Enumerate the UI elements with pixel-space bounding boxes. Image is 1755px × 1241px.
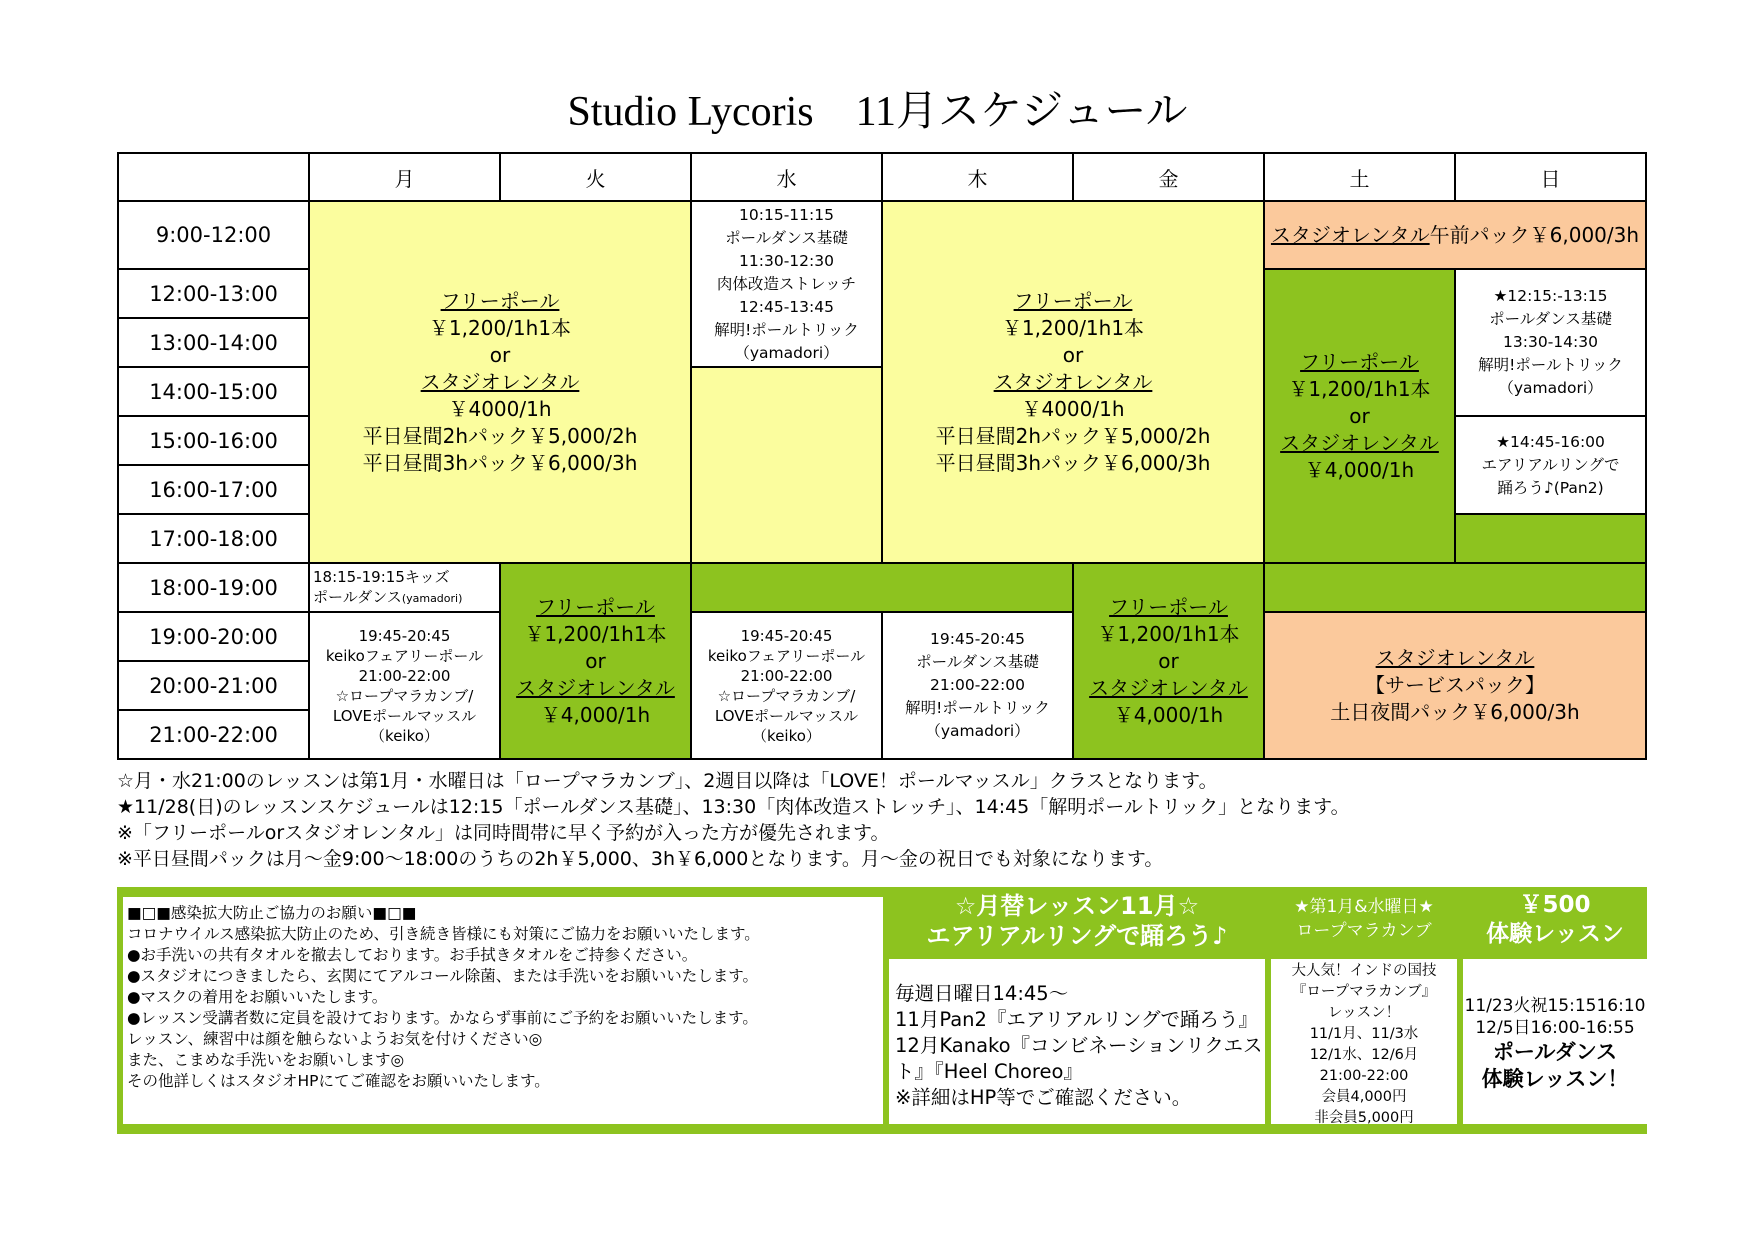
lesson-time: 13:30-14:30 xyxy=(1503,333,1598,351)
body-line: レッスン！ xyxy=(1327,1005,1401,1021)
trial-lesson-body xyxy=(1463,959,1647,1124)
covid-notice xyxy=(123,897,883,1124)
or-text: or xyxy=(1158,648,1179,673)
note-line: ☆月・水21:00のレッスンは第1月・水曜日は「ロープマラカンブ」、2週目以降は「LOVE！ポールマッスル」クラスとなります。 xyxy=(117,770,1218,792)
notice-line: ●レッスン受講者数に定員を設けております。かならず事前にご予約をお願いいたします。 xyxy=(127,1009,758,1027)
notice-heading: ■□■感染拡大防止ご協力のお願い■□■ xyxy=(127,904,417,922)
notice-line: ●お手洗いの共有タオルを撤去しております。お手拭きタオルをご持参ください。 xyxy=(127,946,698,964)
lesson-name: 踊ろう♪(Pan2) xyxy=(1497,478,1604,497)
instructor-name: （yamadori） xyxy=(734,343,839,362)
notice-line: また、こまめな手洗いをお願いします◎ xyxy=(127,1051,405,1069)
lesson-name: 解明!ポールトリック xyxy=(714,320,859,339)
time-label: 17:00-18:00 xyxy=(118,514,309,563)
lesson-name: ポールダンス xyxy=(313,587,402,606)
studio-rental-link[interactable]: スタジオレンタル xyxy=(516,675,675,700)
sun-1445-lesson-cell xyxy=(1455,416,1646,514)
time-label: 9:00-12:00 xyxy=(118,201,309,269)
header-line: エアリアルリングで踊ろう♪ xyxy=(926,922,1228,950)
day-header-thu: 木 xyxy=(882,153,1073,201)
sat-free-pole-cell xyxy=(1264,269,1455,563)
lesson-time: 21:00-22:00 xyxy=(930,676,1025,694)
schedule-table xyxy=(117,152,1647,760)
body-line: 11/23火祝15:1516:10 xyxy=(1464,996,1646,1016)
day-header-sun: 日 xyxy=(1455,153,1646,201)
body-line: ※詳細はHP等でご確認ください。 xyxy=(895,1086,1192,1109)
body-line: 体験レッスン！ xyxy=(1481,1067,1629,1091)
price-text: ￥1,200/1h1本 xyxy=(428,315,572,340)
lesson-name: ポールダンス基礎 xyxy=(916,653,1039,671)
lesson-name: エアリアルリングで xyxy=(1481,455,1620,474)
monthly-lesson-body xyxy=(889,959,1265,1124)
weekend-evening-blank-cell xyxy=(1264,563,1646,612)
header-line: ☆月替レッスン11月☆ xyxy=(954,892,1200,920)
instructor-name: （keiko） xyxy=(370,726,439,745)
wed-evening-lessons-cell xyxy=(691,612,882,759)
pack-text: 土日夜間パック￥6,000/3h xyxy=(1330,700,1580,724)
notice-line: その他詳しくはスタジオHPにてご確認をお願いいたします。 xyxy=(127,1072,550,1090)
studio-rental-link[interactable]: スタジオレンタル xyxy=(1280,430,1439,455)
lesson-name: 解明!ポールトリック xyxy=(1478,356,1623,374)
instructor-name: （yamadori） xyxy=(1498,379,1603,397)
thu-evening-lessons-cell xyxy=(882,612,1073,759)
lesson-name: ポールダンス基礎 xyxy=(1489,310,1612,328)
header-line: ￥500 xyxy=(1519,892,1591,918)
free-pole-link[interactable]: フリーポール xyxy=(536,594,655,619)
day-header-mon: 月 xyxy=(309,153,500,201)
header-line: ★第1月&水曜日★ xyxy=(1294,897,1434,917)
mon-tue-free-pole-cell xyxy=(309,201,691,563)
free-pole-link[interactable]: フリーポール xyxy=(1109,594,1228,619)
pack-text: 午前パック￥6,000/3h xyxy=(1429,222,1640,247)
price-text: ￥4,000/1h xyxy=(1113,702,1224,727)
wed-afternoon-free-cell xyxy=(691,367,882,563)
lesson-time: 19:45-20:45 xyxy=(740,626,833,645)
rope-mallakhamb-header xyxy=(1271,895,1457,951)
instructor-name: （keiko） xyxy=(752,726,821,745)
note-line: ※平日昼間パックは月～金9:00～18:00のうちの2h￥5,000、3h￥6,000となります。月～金の祝日でも対象になります。 xyxy=(117,848,1164,870)
studio-rental-link[interactable]: スタジオレンタル xyxy=(420,369,580,394)
page-title: Studio Lycoris 11月スケジュール xyxy=(567,89,1188,135)
lesson-time: 10:15-11:15 xyxy=(739,205,834,224)
body-line: 大人気！インドの国技 xyxy=(1291,963,1437,979)
notice-line: ●マスクの着用をお願いいたします。 xyxy=(127,988,388,1006)
time-label: 18:00-19:00 xyxy=(118,563,309,612)
body-line: ポールダンス xyxy=(1492,1040,1618,1064)
trial-lesson-header xyxy=(1463,891,1647,953)
thu-fri-free-pole-cell xyxy=(882,201,1264,563)
notice-line: レッスン、練習中は顔を触らないようお気を付けください◎ xyxy=(127,1030,543,1048)
lesson-name: ポールダンス基礎 xyxy=(725,228,848,247)
price-text: ￥1,200/1h1本 xyxy=(1001,315,1145,340)
rope-mallakhamb-body xyxy=(1271,959,1457,1124)
time-label: 14:00-15:00 xyxy=(118,367,309,416)
weekend-morning-rental-cell xyxy=(1264,201,1646,269)
body-line: 12/1水、12/6月 xyxy=(1309,1047,1419,1063)
body-line: 会員4,000円 xyxy=(1321,1089,1407,1105)
or-text: or xyxy=(1349,403,1370,428)
lesson-time: 19:45-20:45 xyxy=(930,630,1025,648)
lesson-name: ☆ロープマラカンブ/ xyxy=(717,686,856,705)
tue-evening-free-pole-cell xyxy=(500,563,691,759)
instructor-name: （yamadori） xyxy=(925,722,1030,740)
free-pole-link[interactable]: フリーポール xyxy=(1300,349,1419,374)
price-text: ￥4000/1h xyxy=(1021,396,1125,421)
body-line: ト』『Heel Choreo』 xyxy=(895,1060,1083,1083)
lesson-name: LOVEポールマッスル xyxy=(332,706,477,725)
body-line: 非会員5,000円 xyxy=(1314,1110,1414,1126)
time-label: 20:00-21:00 xyxy=(118,661,309,710)
studio-rental-link[interactable]: スタジオレンタル xyxy=(1270,222,1430,247)
day-header-fri: 金 xyxy=(1073,153,1264,201)
lesson-name: ☆ロープマラカンブ/ xyxy=(335,686,474,705)
time-label: 19:00-20:00 xyxy=(118,612,309,661)
wed-thu-evening-blank-cell xyxy=(691,563,1073,612)
lesson-time: 12:45-13:45 xyxy=(739,297,834,316)
lesson-time: 21:00-22:00 xyxy=(358,666,451,685)
day-header-sat: 土 xyxy=(1264,153,1455,201)
sun-1215-lessons-cell xyxy=(1455,269,1646,416)
body-line: 11/1月、11/3水 xyxy=(1309,1026,1419,1042)
instructor-name: (yamadori) xyxy=(401,591,463,605)
price-text: ￥1,200/1h1本 xyxy=(524,621,667,646)
day-header-wed: 水 xyxy=(691,153,882,201)
time-label: 16:00-17:00 xyxy=(118,465,309,514)
lesson-name: 肉体改造ストレッチ xyxy=(716,274,857,293)
fri-evening-free-pole-cell xyxy=(1073,563,1264,759)
header-line: 体験レッスン xyxy=(1486,921,1624,947)
note-line: ★11/28(日)のレッスンスケジュールは12:15「ポールダンス基礎」、13:30「肉体改造ストレッチ」、14:45「解明ポールトリック」となります。 xyxy=(117,796,1350,818)
lesson-name: LOVEポールマッスル xyxy=(714,706,859,725)
lesson-time: ★14:45-16:00 xyxy=(1496,432,1605,451)
or-text: or xyxy=(1062,342,1084,367)
day-header-tue: 火 xyxy=(500,153,691,201)
pack-text: 平日昼間3hパック￥6,000/3h xyxy=(935,450,1211,475)
info-panel xyxy=(117,887,1647,1134)
mon-evening-lessons-cell xyxy=(309,612,500,759)
service-pack-label: 【サービスパック】 xyxy=(1365,673,1545,697)
pack-text: 平日昼間3hパック￥6,000/3h xyxy=(362,450,638,475)
free-pole-link[interactable]: フリーポール xyxy=(440,288,560,313)
time-label: 13:00-14:00 xyxy=(118,318,309,367)
price-text: ￥4,000/1h xyxy=(540,702,651,727)
note-line: ※「フリーポールorスタジオレンタル」は同時間帯に早く予約が入った方が優先されます。 xyxy=(117,822,890,844)
lesson-name: keikoフェアリーポール xyxy=(325,646,484,665)
notice-line: コロナウイルス感染拡大防止のため、引き続き皆様にも対策にご協力をお願いいたします。 xyxy=(127,925,760,943)
lesson-time: 11:30-12:30 xyxy=(739,251,834,270)
body-line: 12/5日16:00-16:55 xyxy=(1475,1018,1635,1038)
lesson-time: ★12:15:-13:15 xyxy=(1493,287,1608,305)
monthly-lesson-header xyxy=(889,891,1265,953)
lesson-time: 18:15-19:15キッズ xyxy=(313,567,450,586)
or-text: or xyxy=(585,648,606,673)
studio-rental-link[interactable]: スタジオレンタル xyxy=(1375,646,1535,670)
time-label: 15:00-16:00 xyxy=(118,416,309,465)
lesson-name: 解明!ポールトリック xyxy=(905,699,1050,717)
body-line: 21:00-22:00 xyxy=(1319,1068,1409,1084)
pack-text: 平日昼間2hパック￥5,000/2h xyxy=(935,423,1211,448)
body-line: 毎週日曜日14:45～ xyxy=(895,982,1069,1005)
sun-evening-blank-cell xyxy=(1455,514,1646,563)
body-line: 11月Pan2『エアリアルリングで踊ろう』 xyxy=(895,1008,1258,1031)
lesson-name: keikoフェアリーポール xyxy=(707,646,866,665)
free-pole-link[interactable]: フリーポール xyxy=(1013,288,1133,313)
price-text: ￥1,200/1h1本 xyxy=(1288,376,1431,401)
header-line: ロープマラカンブ xyxy=(1296,921,1432,941)
lesson-time: 21:00-22:00 xyxy=(740,666,833,685)
price-text: ￥4000/1h xyxy=(448,396,552,421)
price-text: ￥4,000/1h xyxy=(1304,457,1415,482)
lesson-time: 19:45-20:45 xyxy=(358,626,451,645)
header-corner xyxy=(118,153,309,201)
wed-morning-lessons-cell xyxy=(691,201,882,367)
time-label: 21:00-22:00 xyxy=(118,710,309,759)
studio-rental-link[interactable]: スタジオレンタル xyxy=(993,369,1153,394)
time-label: 12:00-13:00 xyxy=(118,269,309,318)
pack-text: 平日昼間2hパック￥5,000/2h xyxy=(362,423,638,448)
price-text: ￥1,200/1h1本 xyxy=(1097,621,1240,646)
body-line: 『ロープマラカンブ』 xyxy=(1291,984,1437,1000)
body-line: 12月Kanako『コンビネーションリクエス xyxy=(895,1034,1263,1057)
studio-rental-link[interactable]: スタジオレンタル xyxy=(1089,675,1248,700)
mon-kids-lesson-cell xyxy=(309,563,500,612)
schedule-notes xyxy=(117,768,1657,872)
notice-line: ●スタジオにつきましたら、玄関にてアルコール除菌、または手洗いをお願いいたします。 xyxy=(127,967,759,985)
or-text: or xyxy=(489,342,511,367)
weekend-evening-rental-cell xyxy=(1264,612,1646,759)
